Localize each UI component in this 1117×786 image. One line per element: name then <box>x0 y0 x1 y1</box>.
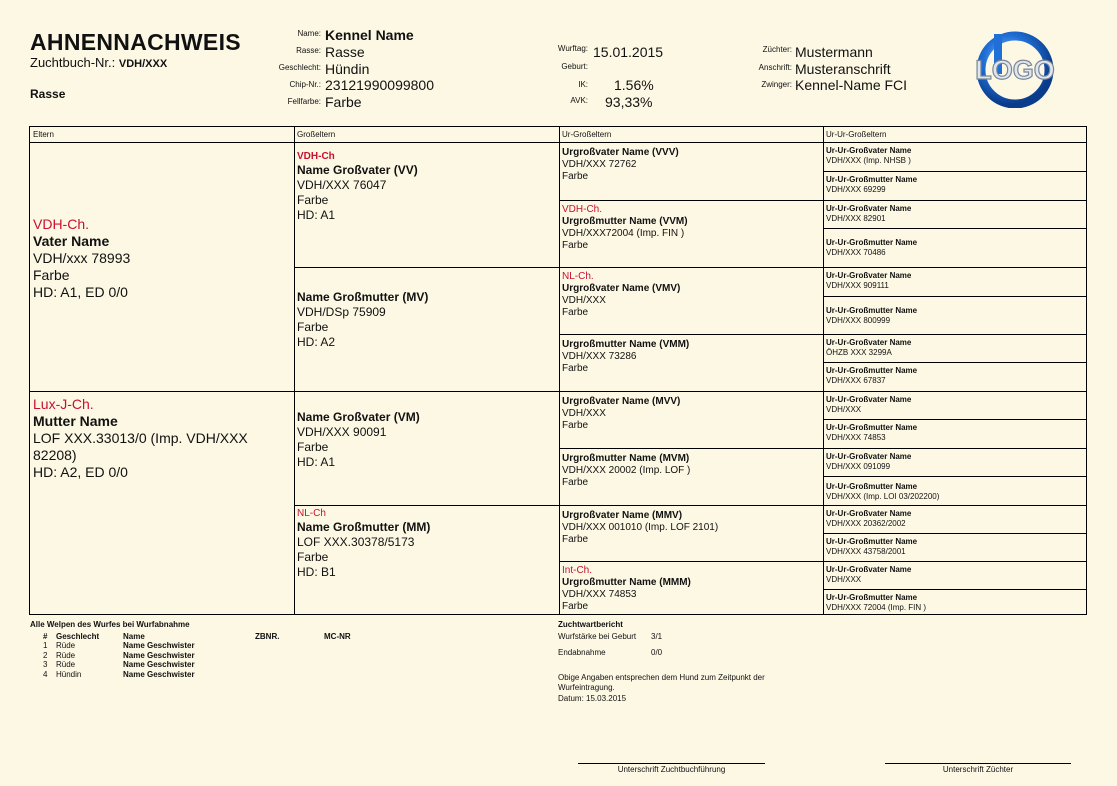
report-note: Obige Angaben entsprechen dem Hund zum Zeitpunkt der Wurfeintragung. <box>558 673 765 692</box>
grandparent-vm <box>294 391 559 505</box>
ggp-color: Farbe <box>562 363 589 374</box>
gggp-name: Ur-Ur-Großvater Name <box>826 146 912 155</box>
gggp-name: Ur-Ur-Großvater Name <box>826 565 912 574</box>
gggp-name: Ur-Ur-Großmutter Name <box>826 593 918 602</box>
litter-row-sex: Rüde <box>56 660 76 669</box>
gggp-cell <box>823 391 1087 419</box>
gggp-name: Ur-Ur-Großvater Name <box>826 271 912 280</box>
litter-row-number: 1 <box>43 641 48 650</box>
signature-line-breeder <box>885 763 1071 764</box>
litter-day-value: 15.01.2015 <box>593 44 664 60</box>
gp-mv-name: Name Großmutter (MV) <box>297 290 429 304</box>
chip-value: 23121990099800 <box>325 77 435 93</box>
column-header-grandparents: Großeltern <box>294 127 559 143</box>
breed-heading: Rasse <box>30 87 66 101</box>
column-header-parents: Eltern <box>30 127 294 143</box>
gggp-cell <box>823 143 1087 171</box>
gggp-cell <box>823 200 1087 228</box>
report-title: Zuchtwartbericht <box>558 620 623 629</box>
ggp-color: Farbe <box>562 601 589 612</box>
gggp-name: Ur-Ur-Großmutter Name <box>826 238 918 247</box>
gp-vm-name: Name Großvater (VM) <box>297 410 420 424</box>
ggp-color: Farbe <box>562 240 589 251</box>
gp-vv-title: VDH-Ch <box>297 151 335 162</box>
gp-mv-hd: HD: A2 <box>297 335 336 349</box>
gggp-name: Ur-Ur-Großvater Name <box>826 395 912 404</box>
column-header-great-great-grandparents: Ur-Ur-Großeltern <box>823 127 1087 143</box>
litter-row-number: 2 <box>43 651 48 660</box>
ggp-name: Urgroßvater Name (MMV) <box>562 510 683 521</box>
chip-label: Chip-Nr.: <box>289 80 321 89</box>
gggp-name: Ur-Ur-Großmutter Name <box>826 175 918 184</box>
gp-vm-hd: HD: A1 <box>297 455 336 469</box>
gp-mv-color: Farbe <box>297 320 329 334</box>
litter-row-number: 4 <box>43 670 48 679</box>
gggp-reg: VDH/XXX (Imp. NHSB ) <box>826 156 911 165</box>
gggp-reg: VDH/XXX 72004 (Imp. FIN ) <box>826 603 927 612</box>
gp-mm-reg: LOF XXX.30378/5173 <box>297 535 415 549</box>
gggp-cell <box>823 228 1087 267</box>
litter-row-sex: Rüde <box>56 641 76 650</box>
gggp-name: Ur-Ur-Großvater Name <box>826 204 912 213</box>
ggp-title: NL-Ch. <box>562 271 594 282</box>
litter-title: Alle Welpen des Wurfes bei Wurfabnahme <box>30 620 190 629</box>
gggp-reg: VDH/XXX 091099 <box>826 462 891 471</box>
logo <box>960 28 1070 108</box>
gggp-name: Ur-Ur-Großmutter Name <box>826 366 918 375</box>
ggp-name: Urgroßvater Name (VMV) <box>562 283 681 294</box>
gggp-reg: VDH/XXX 70486 <box>826 248 886 257</box>
gggp-cell <box>823 362 1087 391</box>
parent-mother <box>30 391 294 615</box>
great-grandparent-vmv <box>559 267 823 334</box>
mother-name: Mutter Name <box>33 413 118 429</box>
litter-row-name: Name Geschwister <box>123 660 195 669</box>
ik-value: 1.56% <box>614 77 654 93</box>
gp-vm-color: Farbe <box>297 440 329 454</box>
gp-vv-reg: VDH/XXX 76047 <box>297 178 387 192</box>
avk-value: 93,33% <box>605 94 653 110</box>
ggp-reg: VDH/XXX <box>562 295 606 306</box>
report-date: Datum: 15.03.2015 <box>558 694 627 703</box>
father-name: Vater Name <box>33 233 110 249</box>
gggp-reg: VDH/XXX 20362/2002 <box>826 519 906 528</box>
ggp-name: Urgroßmutter Name (MMM) <box>562 577 691 588</box>
ggp-reg: VDH/XXX 73286 <box>562 351 637 362</box>
litter-row-number: 3 <box>43 660 48 669</box>
great-grandparent-mvm <box>559 448 823 505</box>
mother-hd: HD: A2, ED 0/0 <box>33 464 128 480</box>
litter-size-label: Wurfstärke bei Geburt <box>558 632 637 641</box>
breeder-value: Mustermann <box>795 44 873 60</box>
fur-value: Farbe <box>325 94 362 110</box>
gggp-cell <box>823 296 1087 334</box>
father-reg: VDH/xxx 78993 <box>33 250 131 266</box>
great-grandparent-vvv <box>559 143 823 200</box>
ggp-name: Urgroßmutter Name (VMM) <box>562 339 690 350</box>
sex-label: Geschlecht: <box>278 63 321 72</box>
avk-label: AVK: <box>570 96 588 105</box>
ggp-color: Farbe <box>562 171 589 182</box>
zuchtbuch-label: Zuchtbuch-Nr.: <box>30 55 116 70</box>
svg-text:LOGO: LOGO <box>975 55 1055 85</box>
name-label: Name: <box>297 29 321 38</box>
litter-col-zbnr: ZBNR. <box>255 632 280 641</box>
gggp-reg: VDH/XXX 909111 <box>826 281 889 290</box>
logo-icon <box>960 28 1070 108</box>
pedigree-table <box>29 126 1087 615</box>
gggp-reg: VDH/XXX (Imp. LOI 03/202200) <box>826 492 940 501</box>
gp-mm-title: NL-Ch <box>297 508 326 519</box>
litter-row-name: Name Geschwister <box>123 641 195 650</box>
great-grandparent-mvv <box>559 391 823 448</box>
ggp-color: Farbe <box>562 420 589 431</box>
grandparent-vv <box>294 143 559 267</box>
gggp-name: Ur-Ur-Großmutter Name <box>826 537 918 546</box>
gggp-reg: VDH/XXX 82901 <box>826 214 886 223</box>
ggp-name: Urgroßvater Name (VVV) <box>562 147 679 158</box>
litter-day-label: Wurftag: <box>557 44 588 53</box>
gggp-name: Ur-Ur-Großmutter Name <box>826 423 918 432</box>
breed-label: Rasse: <box>296 46 321 55</box>
grandparent-mv <box>294 267 559 391</box>
parent-father <box>30 143 294 391</box>
litter-col-mcnr: MC-NR <box>324 632 351 641</box>
litter-size-value: 3/1 <box>651 632 663 641</box>
litter-row-sex: Rüde <box>56 651 76 660</box>
gggp-cell <box>823 533 1087 561</box>
litter-row-sex: Hündin <box>56 670 82 679</box>
ggp-name: Urgroßmutter Name (MVM) <box>562 453 690 464</box>
gggp-reg: VDH/XXX 43758/2001 <box>826 547 906 556</box>
ik-label: IK: <box>578 80 588 89</box>
litter-col-sex: Geschlecht <box>56 632 100 641</box>
gggp-name: Ur-Ur-Großmutter Name <box>826 306 918 315</box>
gp-mv-reg: VDH/DSp 75909 <box>297 305 386 319</box>
ggp-reg: VDH/XXX 74853 <box>562 589 637 600</box>
gp-mm-hd: HD: B1 <box>297 565 336 579</box>
column-header-great-grandparents: Ur-Großeltern <box>559 127 823 143</box>
father-title: VDH-Ch. <box>33 216 90 232</box>
litter-row-name: Name Geschwister <box>123 651 195 660</box>
gggp-reg: VDH/XXX 69299 <box>826 185 886 194</box>
mother-title: Lux-J-Ch. <box>33 396 94 412</box>
sex-value: Hündin <box>325 61 370 77</box>
zuchtbuch-number <box>30 55 167 70</box>
great-grandparent-mmv <box>559 505 823 561</box>
ggp-color: Farbe <box>562 534 589 545</box>
gp-vv-name: Name Großvater (VV) <box>297 163 418 177</box>
ggp-reg: VDH/XXX 001010 (Imp. LOF 2101) <box>562 522 719 533</box>
mother-reg: LOF XXX.33013/0 (Imp. VDH/XXX 82208) <box>33 430 248 463</box>
gggp-name: Ur-Ur-Großmutter Name <box>826 482 918 491</box>
document-title: AHNENNACHWEIS <box>30 29 241 55</box>
litter-col-name: Name <box>123 632 145 641</box>
father-hd: HD: A1, ED 0/0 <box>33 284 128 300</box>
gggp-reg: VDH/XXX 67837 <box>826 376 886 385</box>
grandparent-mm <box>294 505 559 615</box>
gp-vv-hd: HD: A1 <box>297 208 336 222</box>
breed-value: Rasse <box>325 44 365 60</box>
gp-vv-color: Farbe <box>297 193 329 207</box>
gggp-name: Ur-Ur-Großvater Name <box>826 338 912 347</box>
gggp-name: Ur-Ur-Großvater Name <box>826 452 912 461</box>
address-value: Musteranschrift <box>795 61 891 77</box>
birth-label: Geburt: <box>561 62 588 71</box>
father-color: Farbe <box>33 267 70 283</box>
gggp-cell <box>823 419 1087 448</box>
kennel-value: Kennel-Name FCI <box>795 77 908 93</box>
ggp-name: Urgroßmutter Name (VVM) <box>562 216 688 227</box>
ggp-name: Urgroßvater Name (MVV) <box>562 396 681 407</box>
gggp-cell <box>823 561 1087 589</box>
ggp-reg: VDH/XXX72004 (Imp. FIN ) <box>562 228 685 239</box>
ggp-reg: VDH/XXX <box>562 408 606 419</box>
final-inspection-value: 0/0 <box>651 648 663 657</box>
gggp-cell <box>823 334 1087 362</box>
gggp-name: Ur-Ur-Großvater Name <box>826 509 912 518</box>
great-grandparent-vmm <box>559 334 823 391</box>
gggp-cell <box>823 505 1087 533</box>
signature-label-studbook: Unterschrift Zuchtbuchführung <box>617 765 726 774</box>
litter-col-number: # <box>43 632 48 641</box>
great-grandparent-vvm <box>559 200 823 267</box>
gggp-reg: VDH/XXX 74853 <box>826 433 886 442</box>
gggp-cell <box>823 448 1087 476</box>
final-inspection-label: Endabnahme <box>558 648 606 657</box>
signature-line-studbook <box>578 763 765 764</box>
ggp-title: Int-Ch. <box>562 565 593 576</box>
gggp-reg: VDH/XXX <box>826 405 862 414</box>
ggp-color: Farbe <box>562 307 589 318</box>
kennel-label: Zwinger: <box>761 80 792 89</box>
gggp-reg: VDH/XXX 800999 <box>826 316 891 325</box>
breeder-label: Züchter: <box>762 45 792 54</box>
zuchtbuch-value: VDH/XXX <box>118 58 168 70</box>
gggp-reg: ÖHZB XXX 3299A <box>826 348 892 357</box>
ggp-title: VDH-Ch. <box>562 204 603 215</box>
gggp-cell <box>823 589 1087 615</box>
gggp-cell <box>823 267 1087 296</box>
litter-row-name: Name Geschwister <box>123 670 195 679</box>
gp-mm-name: Name Großmutter (MM) <box>297 520 431 534</box>
signature-label-breeder: Unterschrift Züchter <box>942 765 1014 774</box>
address-label: Anschrift: <box>758 63 792 72</box>
gggp-cell <box>823 171 1087 200</box>
gp-vm-reg: VDH/XXX 90091 <box>297 425 387 439</box>
gp-mm-color: Farbe <box>297 550 329 564</box>
ggp-reg: VDH/XXX 72762 <box>562 159 637 170</box>
name-value: Kennel Name <box>325 27 414 43</box>
fur-label: Fellfarbe: <box>287 97 321 106</box>
ggp-color: Farbe <box>562 477 589 488</box>
gggp-reg: VDH/XXX <box>826 575 862 584</box>
great-grandparent-mmm <box>559 561 823 615</box>
gggp-cell <box>823 476 1087 505</box>
ggp-reg: VDH/XXX 20002 (Imp. LOF ) <box>562 465 691 476</box>
